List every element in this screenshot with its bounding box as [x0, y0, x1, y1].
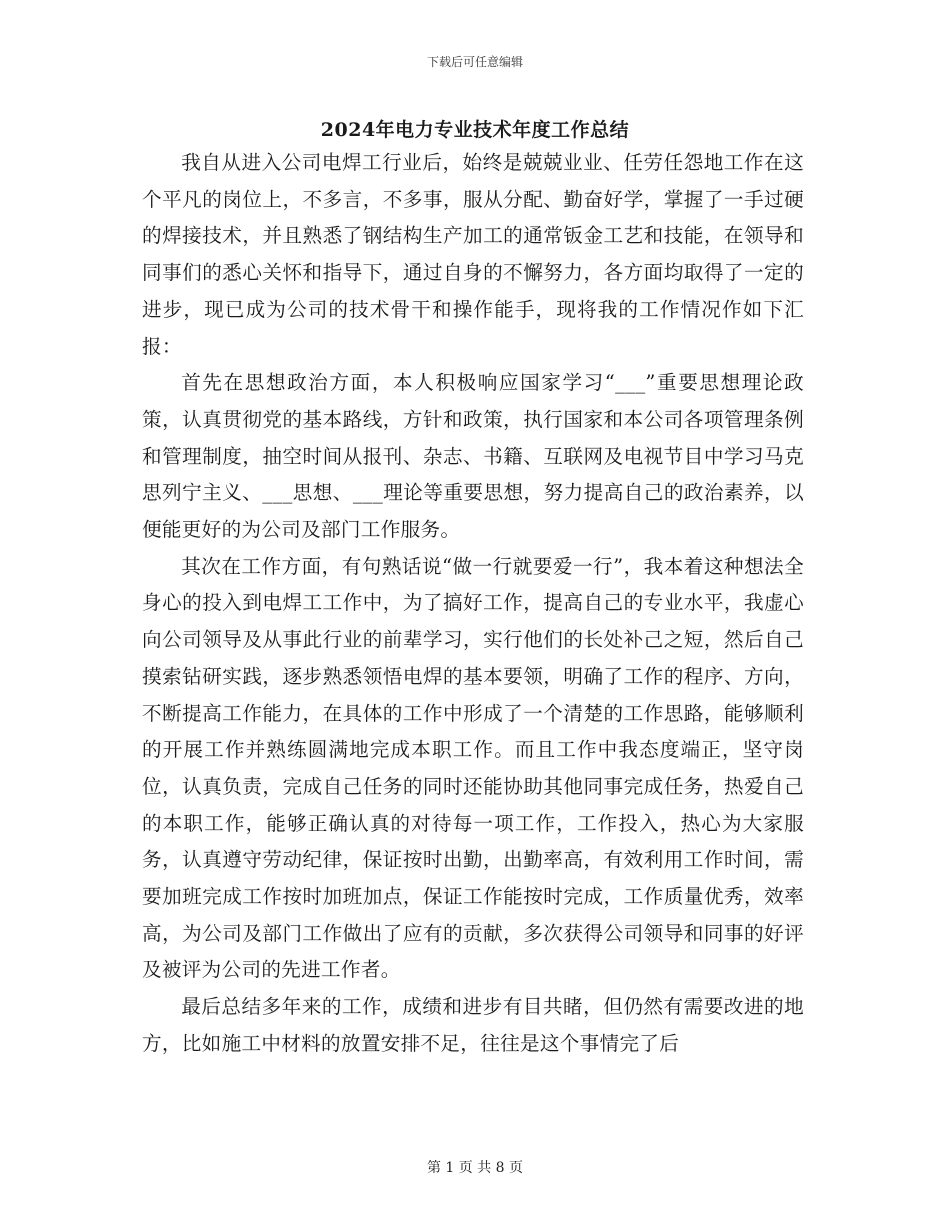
paragraph: 最后总结多年来的工作，成绩和进步有目共睹，但仍然有需要改进的地方，比如施工中材料的放置安排不足，往往是这个事情完了后: [142, 995, 804, 1055]
document-title: 2024年电力专业技术年度工作总结: [320, 119, 630, 141]
download-note: 下载后可任意编辑: [426, 55, 523, 69]
paragraph: 我自从进入公司电焊工行业后，始终是兢兢业业、任劳任怨地工作在这个平凡的岗位上，不多言，不多事，服从分配、勤奋好学，掌握了一手过硬的焊接技术，并且熟悉了钢结构生产加工的通常钣金工艺和技能，在领导和同事们的悉心关怀和指导下，通过自身的不懈努力，各方面均取得了一定的进步，现已成为公司的技术骨干和操作能手，现将我的工作情况作如下汇报：: [142, 151, 804, 358]
paragraph: 其次在工作方面，有句熟话说“做一行就要爱一行”，我本着这种想法全身心的投入到电焊工工作中，为了搞好工作，提高自己的专业水平，我虚心向公司领导及从事此行业的前辈学习，实行他们的长处补己之短，然后自己摸索钻研实践，逐步熟悉领悟电焊的基本要领，明确了工作的程序、方向，不断提高工作能力，在具体的工作中形成了一个清楚的工作思路，能够顺利的开展工作并熟练圆满地完成本职工作。而且工作中我态度端正，坚守岗位，认真负责，完成自己任务的同时还能协助其他同事完成任务，热爱自己的本职工作，能够正确认真的对待每一项工作，工作投入，热心为大家服务，认真遵守劳动纪律，保证按时出勤，出勤率高，有效利用工作时间，需要加班完成工作按时加班加点，保证工作能按时完成，工作质量优秀，效率高，为公司及部门工作做出了应有的贡献，多次获得公司领导和同事的好评及被评为公司的先进工作者。: [142, 554, 804, 982]
paragraph: 首先在思想政治方面，本人积极响应国家学习“___”重要思想理论政策，认真贯彻党的基本路线，方针和政策，执行国家和本公司各项管理条例和管理制度，抽空时间从报刊、杂志、书籍、互联网及电视节目中学习马克思列宁主义、___思想、___理论等重要思想，努力提高自己的政治素养，以便能更好的为公司及部门工作服务。: [142, 371, 804, 542]
page-indicator: 第 1 页 共 8 页: [426, 1160, 524, 1176]
document-body: [142, 145, 804, 1063]
